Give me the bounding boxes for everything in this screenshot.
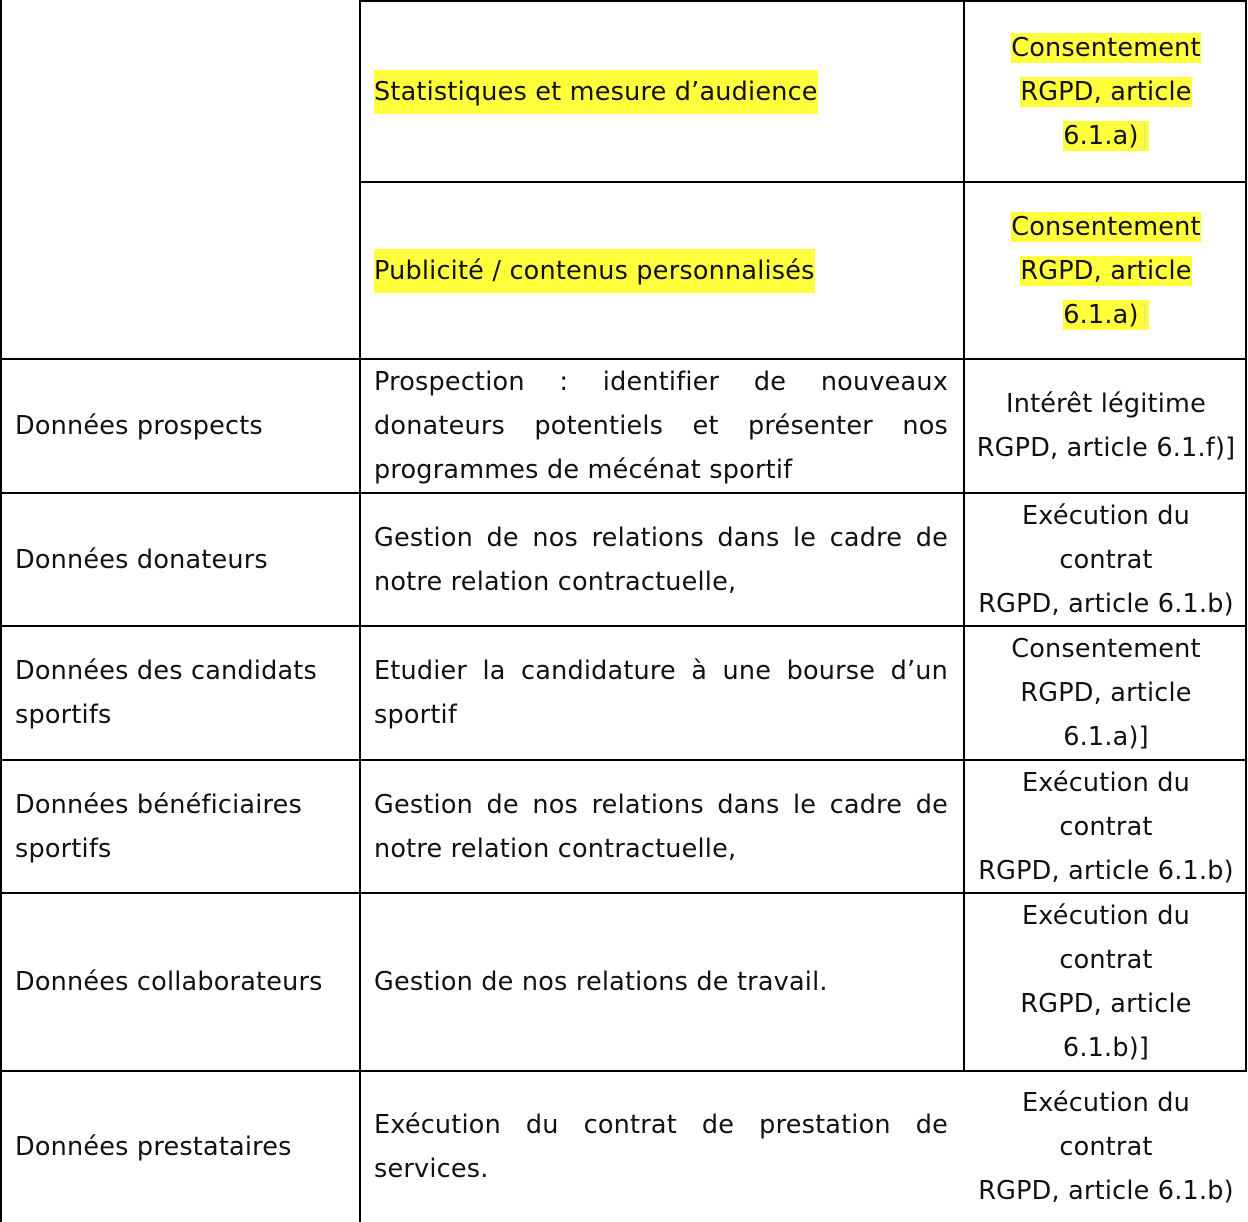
table-cell-finalite [361,360,964,492]
legal-basis-line: 6.1.a)] [1063,722,1149,752]
table-cell-base-legale [965,183,1247,358]
table-cell-finalite [361,494,964,625]
table-cell-finalite [361,2,964,181]
category-label: Données collaborateurs [15,967,323,997]
highlighted-text: 6.1.a) [1063,299,1139,330]
legal-basis-line: RGPD, article 6.1.b) [978,855,1234,886]
legal-basis-line: RGPD, article [1020,678,1192,708]
category-label: Données des candidats sportifs [15,656,317,730]
category-label: Données prestataires [15,1132,292,1162]
table-cell-base-legale [965,761,1247,892]
table-cell-finalite [361,627,964,759]
highlighted-text: RGPD, article [1020,255,1192,286]
table-cell-categorie [2,1072,360,1222]
highlighted-text: Statistiques et mesure d’audience [374,70,818,114]
legal-basis-line: Exécution du [1021,901,1190,931]
legal-basis-line: Exécution du [1022,767,1190,798]
faded-bracket: ] [1138,120,1149,151]
table-cell-base-legale [965,894,1247,1070]
table-cell-base-legale [965,494,1247,625]
category-label: Données prospects [15,411,263,441]
category-label: Données donateurs [15,544,268,575]
table-cell-finalite [361,894,964,1070]
legal-basis-line: RGPD, article 6.1.b) [978,588,1234,619]
finalite-text: Gestion de nos relations dans le cadre de notre relation contractuelle, [374,522,948,597]
legal-basis-line: Exécution du [1022,1088,1190,1118]
highlighted-text: Publicité / contenus personnalisés [374,249,815,293]
highlighted-text: Consentement [1011,32,1201,63]
finalite-text: Exécution du contrat de prestation de services. [374,1110,948,1184]
table-cell-finalite [361,183,964,358]
table-cell-categorie [2,627,360,759]
legal-basis-line: Consentement [1011,634,1201,664]
table-cell-base-legale [965,627,1247,759]
legal-basis-line: Intérêt légitime [1006,389,1206,419]
legal-basis-line: contrat [1059,544,1153,575]
table-cell-base-legale [965,360,1247,492]
legal-basis-line: RGPD, article 6.1.b) [978,1176,1234,1206]
legal-basis-line: RGPD, article 6.1.f)] [976,433,1236,463]
finalite-text: Gestion de nos relations de travail. [374,967,828,997]
highlighted-text: RGPD, article [1020,76,1192,107]
finalite-text: Gestion de nos relations dans le cadre de notre relation contractuelle, [374,789,948,864]
table-cell-base-legale [965,2,1247,181]
category-label: Données bénéficiaires sportifs [15,789,303,864]
legal-basis-line: contrat [1059,811,1153,842]
legal-basis-line: contrat [1059,1132,1153,1162]
table-cell-finalite [361,761,964,892]
faded-bracket: ] [1138,299,1149,330]
legal-basis-line: RGPD, article [1020,989,1192,1019]
legal-basis-line: Exécution du [1022,500,1190,531]
highlighted-text: 6.1.a) [1063,120,1139,151]
legal-basis-line: contrat [1059,945,1153,975]
finalite-text: Etudier la candidature à une bourse d’un sportif [374,656,948,730]
legal-basis-line: 6.1.b)] [1062,1033,1150,1063]
table-cell-base-legale [965,1072,1247,1222]
table-cell-categorie [2,360,360,492]
finalite-text: Prospection : identifier de nouveaux donateurs potentiels et présenter nos programmes de mécénat sportif [374,367,948,485]
table-cell-categorie [2,894,360,1070]
table-cell-finalite [361,1072,964,1222]
table-cell-categorie [2,494,360,625]
table-cell-categorie [2,761,360,892]
highlighted-text: Consentement [1011,211,1201,242]
